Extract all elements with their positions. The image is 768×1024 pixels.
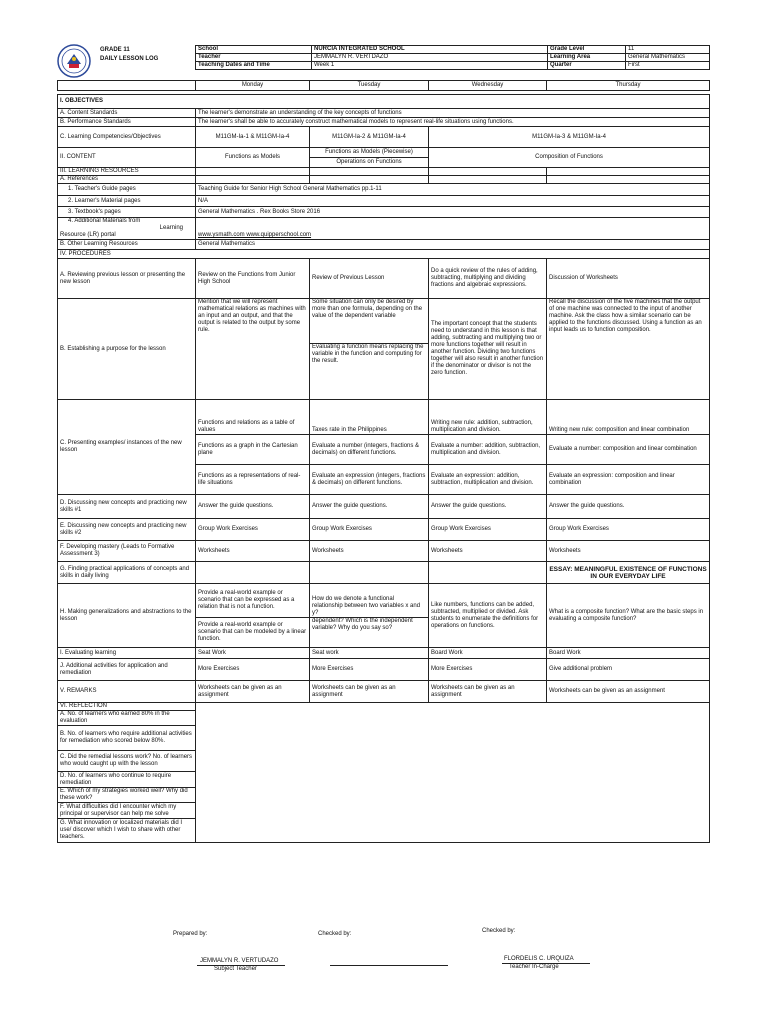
proc-a-tuesday: Review of Previous Lesson: [310, 259, 429, 299]
reflection-item-f: F. What difficulties did I encounter which my principal or supervisor can help me solve: [58, 803, 196, 819]
proc-c-label: C. Presenting examples/ instances of the new lesson: [58, 400, 196, 495]
remarks-label: V. REMARKS: [58, 681, 196, 703]
proc-c-wednesday-1: Writing new rule: addition, subtraction, multiplication and division.: [429, 400, 547, 435]
performance-standards-label: B. Performance Standards: [58, 118, 196, 127]
proc-c-thursday-3: Evaluate an expression: composition and linear combination: [547, 465, 710, 495]
day-monday: Monday: [196, 81, 310, 91]
proc-h-tuesday-a: How do we denote a functional relationship between two variables x and y?: [310, 584, 429, 618]
proc-c-tuesday-1: Taxes rate in the Philippines: [310, 400, 429, 435]
proc-c-tuesday-3: Evaluate an expression (integers, fractions & decimals) on different functions.: [310, 465, 429, 495]
proc-f-monday: Worksheets: [196, 541, 310, 562]
remarks-tuesday: Worksheets can be given as an assignment: [310, 681, 429, 703]
grade-level-value: 11: [626, 46, 710, 54]
reflection-item-b: B. No. of learners who require additional activities for remediation who scored below 80%.: [58, 726, 196, 751]
proc-a-thursday: Discussion of Worksheets: [547, 259, 710, 299]
proc-h-label: H. Making generalizations and abstractions to the lesson: [58, 584, 196, 648]
deped-seal-logo: [57, 44, 91, 78]
quarter-value: First: [626, 62, 710, 70]
proc-d-wednesday: Answer the guide questions.: [429, 495, 547, 519]
dates-value: Week 1: [312, 62, 548, 70]
tb-value: General Mathematics . Rex Books Store 2016: [196, 207, 710, 218]
prepared-name: JEMMALYN R. VERTUDAZO: [200, 958, 279, 964]
reflection-item-d: D. No. of learners who continue to require remediation: [58, 772, 196, 788]
proc-h-wednesday: Like numbers, functions can be added, subtracted, multiplied or divided. Ask students to enumerate the definitions for operations on functions.: [429, 584, 547, 648]
proc-b-wednesday: The important concept that the students need to understand in this lesson is that adding, subtracting and multiplying two or more functions together will result in another function. Dividing two functions together will also result in another function if the denominator or divisor is not the zero function.: [429, 299, 547, 400]
proc-c-wednesday-3: Evaluate an expression: addition, subtraction, multiplication and division.: [429, 465, 547, 495]
header-info-table: [195, 45, 710, 70]
proc-j-tuesday: More Exercises: [310, 659, 429, 681]
proc-c-monday-3: Functions as a representations of real-life situations: [196, 465, 310, 495]
reflection-heading: VI. REFLECTION: [58, 703, 196, 711]
learning-area-value: General Mathematics: [626, 54, 710, 62]
proc-e-monday: Group Work Exercises: [196, 519, 310, 541]
proc-a-wednesday: Do a quick review of the rules of adding, subtracting, multiplying and dividing fractions and algebraic expressions.: [429, 259, 547, 299]
proc-h-monday-a: Provide a real-world example or scenario that can be expressed as a relation that is not a function.: [196, 584, 310, 618]
proc-c-thursday-1: Writing new rule: composition and linear combination: [547, 400, 710, 435]
proc-f-label: F. Developing mastery (Leads to Formative Assessment 3): [58, 541, 196, 562]
proc-b-tuesday-a: Some situation can only be desired by more than one formula, depending on the value of the dependent variable: [310, 299, 429, 344]
proc-j-wednesday: More Exercises: [429, 659, 547, 681]
proc-c-wednesday-2: Evaluate a number: addition, subtraction, multiplication and division.: [429, 435, 547, 465]
proc-i-wednesday: Board Work: [429, 648, 547, 659]
proc-i-thursday: Board Work: [547, 648, 710, 659]
content-tuesday-a: Functions as Models (Piecewise): [310, 148, 429, 158]
grade-level-label: Grade Level: [548, 46, 626, 54]
other-resources-label: B. Other Learning Resources: [58, 240, 196, 250]
proc-i-tuesday: Seat work: [310, 648, 429, 659]
objectives-heading: I. OBJECTIVES: [58, 95, 710, 109]
proc-e-wednesday: Group Work Exercises: [429, 519, 547, 541]
school-value: NURCIA INTEGRATED SCHOOL: [312, 46, 548, 54]
proc-c-thursday-2: Evaluate a number: composition and linear combination: [547, 435, 710, 465]
checked-name: FLORDELIS C. URQUIZA: [504, 956, 574, 962]
day-thursday: Thursday: [547, 81, 710, 91]
school-label: School: [196, 46, 312, 54]
content-tuesday-b: Operations on Functions: [310, 158, 429, 168]
proc-b-label: B. Establishing a purpose for the lesson: [58, 299, 196, 400]
performance-standards-value: The learner's shall be able to accurately construct mathematical models to represent real-life situations using functions.: [196, 118, 710, 127]
proc-e-label: E. Discussing new concepts and practicing new skills #2: [58, 519, 196, 541]
remarks-thursday: Worksheets can be given as an assignment: [547, 681, 710, 703]
proc-g-label: G. Finding practical applications of concepts and skills in daily living: [58, 562, 196, 584]
proc-h-thursday: What is a composite function? What are the basic steps in evaluating a composite function?: [547, 584, 710, 648]
header-left: [100, 46, 158, 64]
teacher-value: JEMMALYN R. VERTDAZO: [312, 54, 548, 62]
checked-role: Teacher In-Charge: [509, 964, 559, 970]
day-header-blank: [58, 81, 196, 91]
proc-e-tuesday: Group Work Exercises: [310, 519, 429, 541]
checked-by-label-2: Checked by:: [482, 928, 516, 934]
additional-materials-label: [58, 218, 196, 240]
proc-g-thursday: ESSAY: MEANINGFUL EXISTENCE OF FUNCTIONS IN OUR EVERYDAY LIFE: [547, 562, 710, 584]
competencies-label: C. Learning Competencies/Objectives: [58, 127, 196, 148]
proc-i-monday: Seat Work: [196, 648, 310, 659]
proc-d-tuesday: Answer the guide questions.: [310, 495, 429, 519]
lm-label: 2. Learner's Material pages: [58, 196, 196, 207]
content-monday: Functions as Models: [196, 148, 310, 168]
resources-heading: III. LEARNING RESOURCES: [58, 168, 196, 176]
reflection-item-g: G. What innovation or localized materials did I use/ discover which I wish to share with other teachers.: [58, 819, 196, 843]
proc-f-thursday: Worksheets: [547, 541, 710, 562]
proc-j-label: J. Additional activities for application and remediation: [58, 659, 196, 681]
references-label: A. References: [58, 176, 196, 184]
additional-label-b: Learning: [159, 225, 183, 231]
content-wed-thu: Composition of Functions: [429, 148, 710, 168]
remarks-wednesday: Worksheets can be given as an assignment: [429, 681, 547, 703]
checked-by-label-1: Checked by:: [318, 931, 352, 937]
proc-f-tuesday: Worksheets: [310, 541, 429, 562]
learning-area-label: Learning Area: [548, 54, 626, 62]
grade-title: GRADE 11: [100, 47, 130, 53]
proc-e-thursday: Group Work Exercises: [547, 519, 710, 541]
proc-d-monday: Answer the guide questions.: [196, 495, 310, 519]
reflection-blank-area: [196, 703, 710, 843]
proc-h-tuesday-b: dependent? Which is the independent variable? Why do you say so?: [310, 618, 429, 648]
proc-d-thursday: Answer the guide questions.: [547, 495, 710, 519]
day-header-row: [57, 80, 710, 91]
day-tuesday: Tuesday: [310, 81, 429, 91]
reflection-item-a: A. No. of learners who earned 80% in the evaluation: [58, 711, 196, 726]
proc-h-monday-b: Provide a real-world example or scenario that can be modeled by a linear function.: [196, 618, 310, 648]
proc-a-monday: Review on the Functions from Junior High School: [196, 259, 310, 299]
tg-label: 1. Teacher's Guide pages: [58, 184, 196, 196]
content-label: II. CONTENT: [58, 148, 196, 168]
proc-b-monday: Mention that we will represent mathematical relations as machines with an input and an output, and that the output is related to the output by some rule.: [196, 299, 310, 400]
proc-b-thursday: Recall the discussion of the five machines that the output of one machine was connected to the input of another machine. Ask the class how a similar scenario can be applied to the functions discussed. Using a function as an input leads us to function composition.: [547, 299, 710, 400]
content-standards-value: The learner's demonstrate an understanding of the key concepts of functions: [196, 109, 710, 118]
additional-label-c: Resource (LR) portal: [60, 232, 116, 238]
log-title: DAILY LESSON LOG: [100, 56, 159, 62]
content-standards-label: A. Content Standards: [58, 109, 196, 118]
prepared-by-label: Prepared by:: [173, 931, 208, 937]
other-resources-value: General Mathematics: [196, 240, 710, 250]
checked-signature-line: [330, 965, 448, 966]
competency-monday: M11GM-Ia-1 & M11GM-Ia-4: [196, 127, 310, 148]
proc-c-monday-2: Functions as a graph in the Cartesian plane: [196, 435, 310, 465]
prepared-role: Subject Teacher: [214, 966, 257, 972]
lm-value: N/A: [196, 196, 710, 207]
reflection-item-e: E. Which of my strategies worked well? Why did these work?: [58, 788, 196, 803]
proc-f-wednesday: Worksheets: [429, 541, 547, 562]
proc-j-thursday: Give additional problem: [547, 659, 710, 681]
proc-j-monday: More Exercises: [196, 659, 310, 681]
day-wednesday: Wednesday: [429, 81, 547, 91]
proc-d-label: D. Discussing new concepts and practicing new skills #1: [58, 495, 196, 519]
remarks-monday: Worksheets can be given as an assignment: [196, 681, 310, 703]
competency-tuesday: M11GM-Ia-2 & M11GM-Ia-4: [310, 127, 429, 148]
proc-a-label: A. Reviewing previous lesson or presenting the new lesson: [58, 259, 196, 299]
additional-materials-value[interactable]: www.ysmath.com www.quipperschool.com: [196, 218, 710, 240]
teacher-label: Teacher: [196, 54, 312, 62]
dates-label: Teaching Dates and Time: [196, 62, 312, 70]
reflection-item-c: C. Did the remedial lessons work? No. of learners who would caught up with the lesson: [58, 751, 196, 772]
quarter-label: Quarter: [548, 62, 626, 70]
tb-label: 3. Textbook's pages: [58, 207, 196, 218]
proc-b-tuesday-b: Evaluating a function means replacing the variable in the function and computing for the result.: [310, 344, 429, 400]
tg-value: Teaching Guide for Senior High School General Mathematics pp.1-11: [196, 184, 710, 196]
proc-i-label: I. Evaluating learning: [58, 648, 196, 659]
competency-wed-thu: M11GM-Ia-3 & M11GM-Ia-4: [429, 127, 710, 148]
additional-label-a: 4. Additional Materials from: [68, 218, 141, 224]
lesson-log-table: [57, 94, 710, 843]
proc-c-tuesday-2: Evaluate a number (integers, fractions & decimals) on different functions.: [310, 435, 429, 465]
procedures-heading: IV. PROCEDURES: [58, 250, 710, 259]
proc-c-monday-1: Functions and relations as a table of values: [196, 400, 310, 435]
